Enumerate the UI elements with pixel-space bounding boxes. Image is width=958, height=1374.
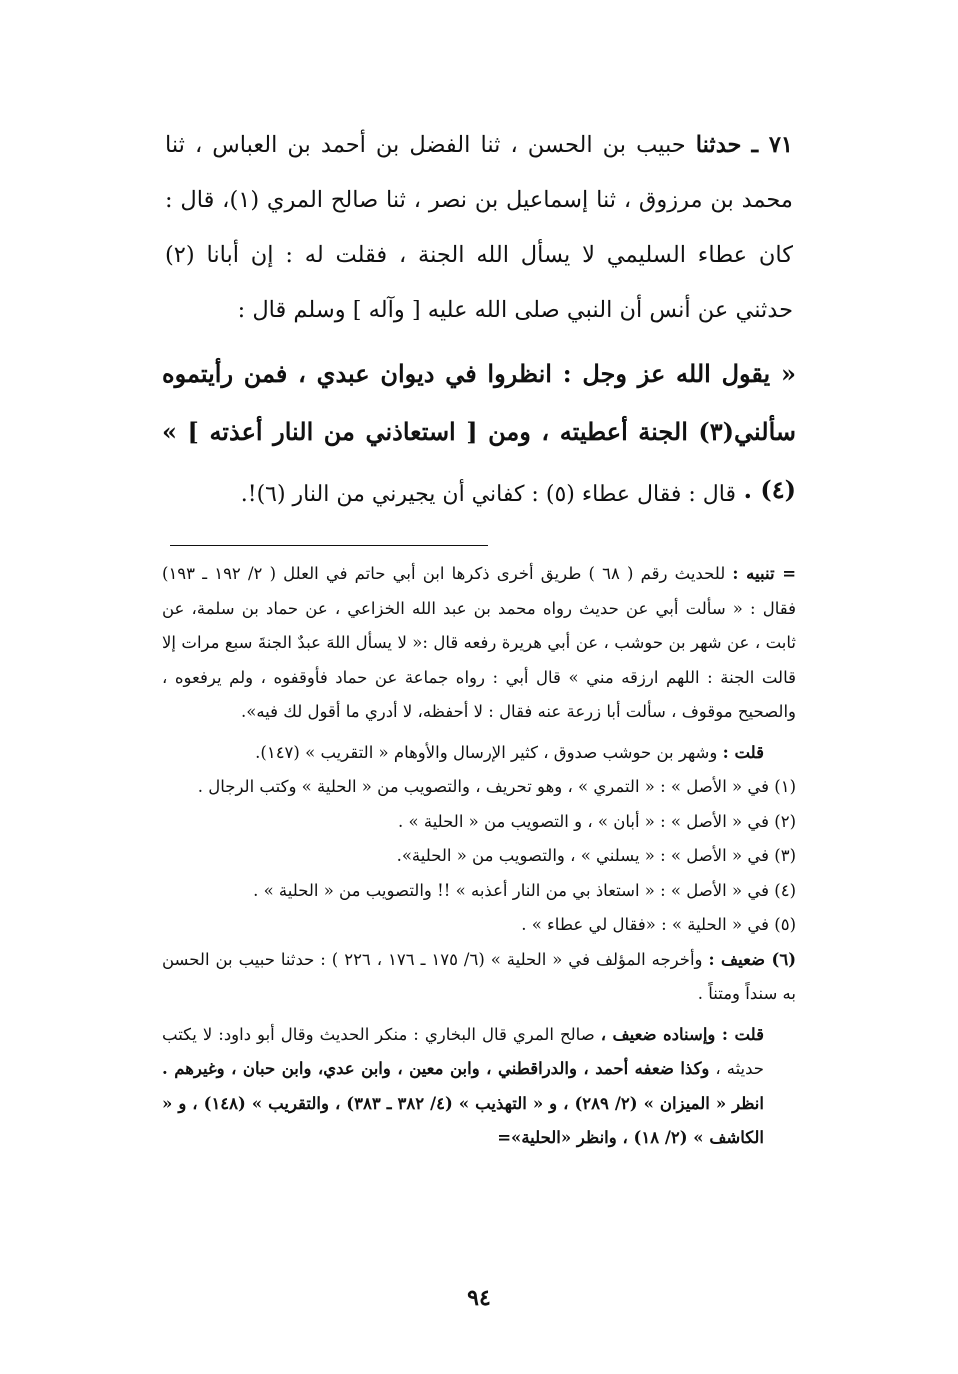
hadith-text: « يقول الله عز وجل : انظروا في ديوان عبدي ، فمن رأيتموه سألني(٣) الجنة أعطيته ، ومن [ استعاذني من النار أعذته ] » (٤) . bbox=[162, 359, 796, 504]
footnote-6-label: (٦) ضعيف : bbox=[708, 949, 796, 969]
tanbih-label: = تنبيه : bbox=[732, 564, 797, 583]
qultu-note-2 bbox=[162, 1018, 796, 1156]
tanbih-note bbox=[162, 557, 796, 730]
qultu-text-2-plain: صالح المري قال البخاري : منكر الحديث وقال أبو داود: لا يكتب حديثه ، bbox=[162, 1024, 764, 1078]
qultu-label-1: قلت : bbox=[722, 742, 764, 762]
footnote-separator bbox=[170, 545, 488, 546]
footnote-4: (٤) في « الأصل » : « استعاذ بي من النار أعذبه » !! والتصويب من « الحلية » . bbox=[253, 880, 796, 900]
qultu-note-1 bbox=[162, 736, 796, 771]
qala-line: قال : فقال عطاء (٥) : كفاني أن يجيرني من النار (٦)!. bbox=[240, 482, 736, 507]
footnote-5: (٥) في « الحلية » : «فقال لي عطاء » . bbox=[521, 915, 796, 934]
qultu-label-2: قلت : وإسناده ضعيف ، bbox=[600, 1024, 764, 1044]
tanbih-text: للحديث رقم ( ٦٨ ) طريق أخرى ذكرها ابن أبي حاتم في العلل ( ٢/ ١٩٢ ـ ١٩٣) فقال : « سألت أبي عن حديث رواه محمد بن عبد الله الخزاعي ، عن حماد بن سلمة، عن ثابت ، عن شهر بن حوشب ، عن أبي هريرة رفعه قال :« لا يسأل اللهَ عبدٌ الجنةَ سبع مرات إلا قالت الجنة : اللهم ارزقه مني » قال أبي : رواه جماعة عن حماد فأوقفوه ، ولم يرفعوه ، والصحيح موقوف ، سألت أبا زرعة عنه فقال : لا أحفظه، لا أدري ما أقول لك فيه». bbox=[162, 564, 796, 721]
isnad-text: حبيب بن الحسن ، ثنا الفضل بن أحمد بن العباس ، ثنا محمد بن مرزوق ، ثنا إسماعيل بن نصر ، ثنا صالح المري (١)، قال : كان عطاء السليمي لا يسأل الله الجنة ، فقلت له : إن أبانا (٢) حدثني عن أنس أن النبي صلى الله عليه [ وآله ] وسلم قال : bbox=[165, 132, 793, 323]
footnote-6-text: وأخرجه المؤلف في « الحلية » (٦/ ١٧٥ ـ ١٧٦ ، ٢٢٦ ) : حدثنا حبيب بن الحسن به سنداً ومتناً . bbox=[162, 949, 796, 1003]
hadith-isnad-paragraph bbox=[165, 118, 793, 338]
qultu-text-1: وشهر بن حوشب صدوق ، كثير الإرسال والأوهام « التقريب » (١٤٧). bbox=[255, 742, 718, 762]
footnote-6 bbox=[162, 943, 796, 1012]
footnotes-section bbox=[162, 557, 796, 1156]
page-number: ٩٤ bbox=[467, 1285, 491, 1311]
footnote-1: (١) في « الأصل » : « التمري » ، وهو تحريف ، والتصويب من « الحلية » وكتب الرجال . bbox=[197, 777, 796, 796]
hadith-number: ٧١ ـ bbox=[751, 132, 794, 158]
qultu-text-2-bold: وكذا ضعفه أحمد ، والدراقطني ، وابن معين ، وابن عدي، وابن حبان ، وغيرهم . انظر « الميزان » (٢/ ٢٨٩) ، و « التهذيب » (٤/ ٣٨٢ ـ ٣٨٣) ، والتقريب » (١٤٨) ، و « الكاشف » (٢/ ١٨) ، وانظر «الحلية»= bbox=[162, 1059, 764, 1147]
footnote-3: (٣) في « الأصل » : « يسلني » ، والتصويب من « الحلية». bbox=[396, 846, 796, 865]
lead-label: حدثنا bbox=[695, 132, 742, 158]
footnote-2: (٢) في « الأصل » : « أبان » ، و التصويب من « الحلية » . bbox=[398, 811, 796, 831]
